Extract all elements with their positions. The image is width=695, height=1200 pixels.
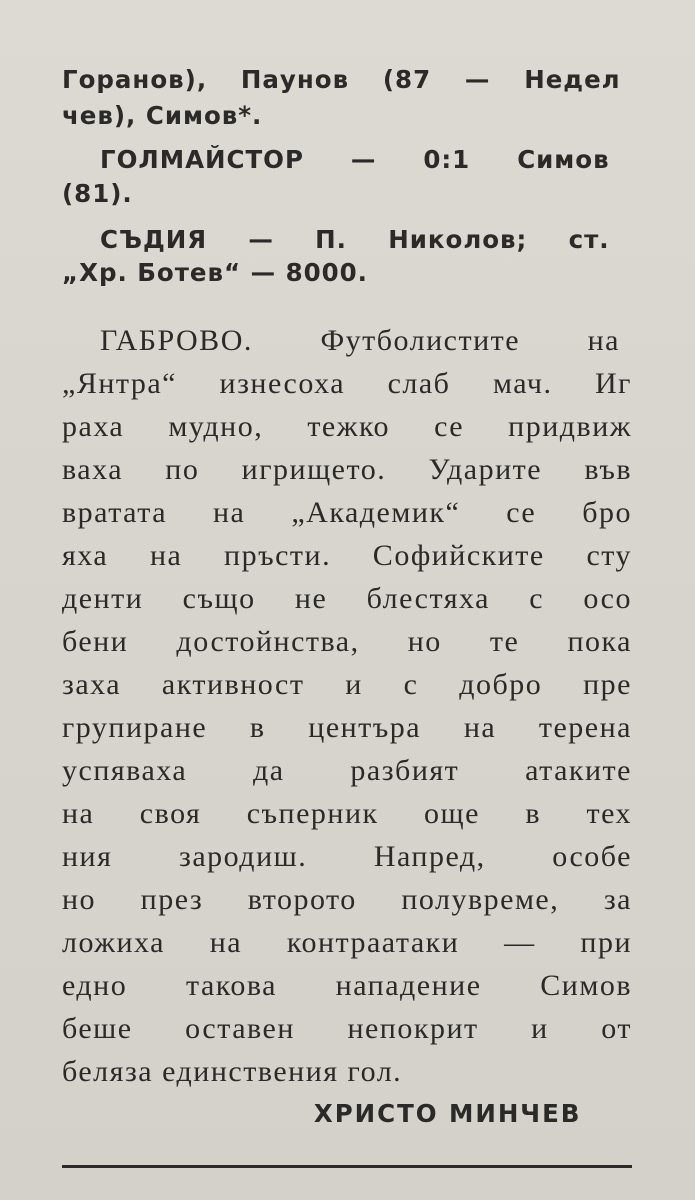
scorer-line-1: ГОЛМАЙСТОР — 0:1 Симов [100,145,610,174]
body-line-8: бени достойнства, но те пока [62,625,632,658]
body-line-13: ния зародиш. Напред, особе [62,840,632,873]
bottom-rule [62,1165,632,1168]
body-line-6: яха на пръсти. Софийските сту [62,539,632,572]
body-line-14: но през второто полувреме, за [62,883,632,916]
body-line-18: беляза единствения гол. [62,1055,403,1088]
referee-line-2: „Хр. Ботев“ — 8000. [62,258,368,287]
body-line-17: беше оставен непокрит и от [62,1012,632,1045]
body-line-16: едно такова нападение Симов [62,969,632,1002]
body-line-3: раха мудно, тежко се придвиж [62,410,632,443]
referee-line-1: СЪДИЯ — П. Николов; ст. [100,225,610,254]
body-line-7: денти също не блестяха с осо [62,582,632,615]
body-line-4: ваха по игрището. Ударите във [62,453,632,486]
scorer-line-2: (81). [62,179,133,208]
body-line-9: заха активност и с добро пре [62,668,632,701]
body-line-10: групиране в центъра на терена [62,711,632,744]
author-byline: ХРИСТО МИНЧЕВ [313,1099,582,1128]
body-line-5: вратата на „Академик“ се бро [62,496,632,529]
lineup-line-2: чев), Симов*. [62,101,263,130]
body-line-11: успяваха да разбият атаките [62,754,632,787]
body-line-2: „Янтра“ изнесоха слаб мач. Иг [62,367,632,400]
lineup-line-1: Горанов), Паунов (87 — Недел [62,65,621,94]
body-line-12: на своя съперник още в тех [62,797,632,830]
body-line-15: ложиха на контраатаки — при [62,926,632,959]
body-line-1: ГАБРОВО. Футболистите на [100,324,620,357]
